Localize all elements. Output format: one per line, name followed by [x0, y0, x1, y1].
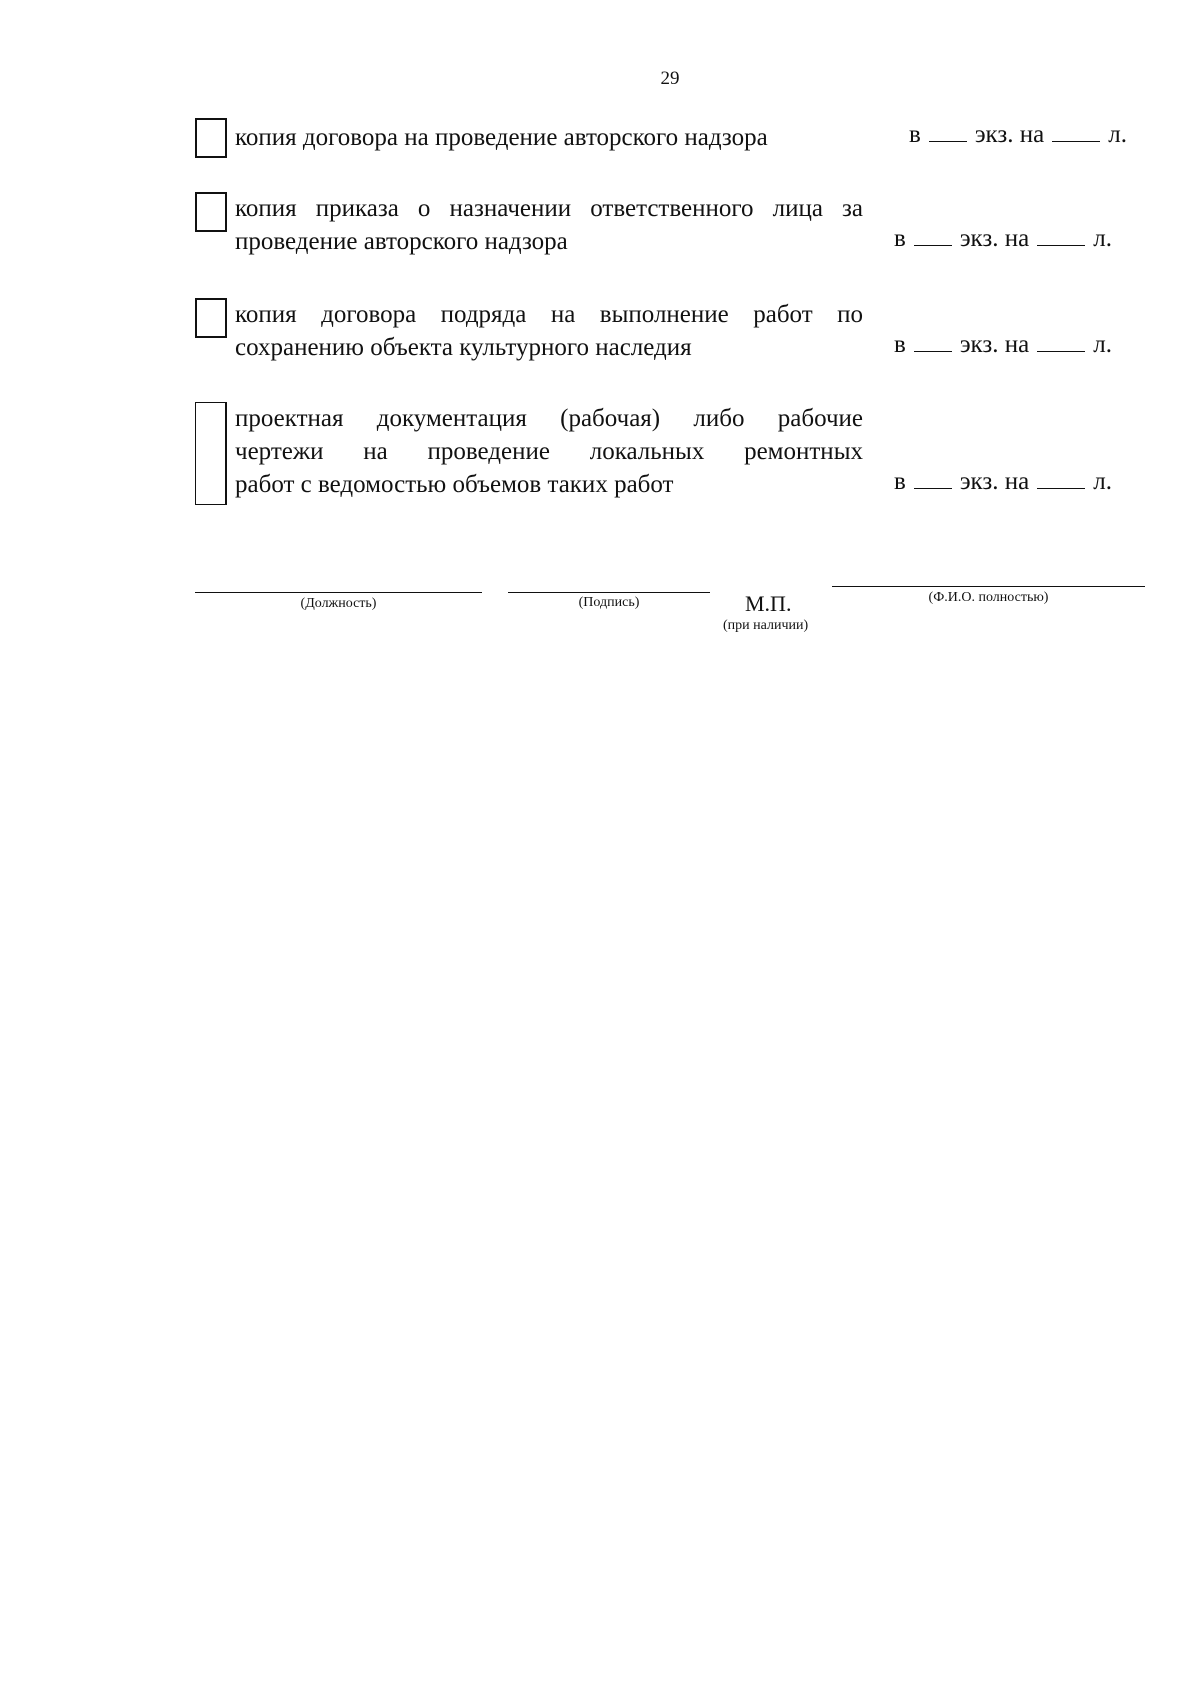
copies-middle: экз. на	[959, 225, 1030, 252]
item-copies	[894, 468, 1112, 496]
item-text-line: копия приказа о назначении ответственного лица за	[235, 195, 863, 222]
copies-suffix: л.	[1093, 225, 1112, 252]
item-text-line: копия договора подряда на выполнение работ по	[235, 301, 863, 328]
item-text-line: проведение авторского надзора	[235, 228, 568, 255]
copies-middle: экз. на	[974, 121, 1045, 148]
full-name-caption: (Ф.И.О. полностью)	[928, 590, 1049, 605]
item-checkbox[interactable]	[195, 118, 227, 158]
item-description	[235, 121, 863, 154]
position-line[interactable]	[195, 592, 482, 593]
copies-count-blank[interactable]	[914, 350, 952, 352]
item-text-line: работ с ведомостью объемов таких работ	[235, 471, 674, 498]
stamp-label: М.П.	[745, 591, 792, 616]
position-caption: (Должность)	[300, 596, 377, 611]
signature-caption: (Подпись)	[578, 595, 640, 610]
item-text-line: сохранению объекта культурного наследия	[235, 334, 692, 361]
copies-suffix: л.	[1093, 468, 1112, 495]
item-text-line: копия договора на проведение авторского надзора	[235, 124, 768, 151]
copies-prefix: в	[894, 225, 906, 252]
item-copies	[909, 121, 1127, 149]
copies-prefix: в	[894, 331, 906, 358]
copies-count-blank[interactable]	[929, 140, 967, 142]
item-checkbox[interactable]	[195, 298, 227, 338]
stamp-note: (при наличии)	[723, 618, 809, 633]
item-checkbox[interactable]	[195, 402, 227, 505]
copies-suffix: л.	[1108, 121, 1127, 148]
copies-prefix: в	[909, 121, 921, 148]
copies-middle: экз. на	[959, 468, 1030, 495]
item-text-line: чертежи на проведение локальных ремонтных	[235, 438, 863, 465]
copies-middle: экз. на	[959, 331, 1030, 358]
copies-prefix: в	[894, 468, 906, 495]
sheets-count-blank[interactable]	[1037, 487, 1085, 489]
sheets-count-blank[interactable]	[1037, 350, 1085, 352]
item-description	[235, 298, 863, 364]
item-description	[235, 402, 863, 501]
sheets-count-blank[interactable]	[1052, 140, 1100, 142]
copies-count-blank[interactable]	[914, 487, 952, 489]
copies-suffix: л.	[1093, 331, 1112, 358]
full-name-line[interactable]	[832, 586, 1145, 587]
item-checkbox[interactable]	[195, 192, 227, 232]
signature-line[interactable]	[508, 592, 710, 593]
sheets-count-blank[interactable]	[1037, 244, 1085, 246]
item-copies	[894, 225, 1112, 253]
item-copies	[894, 331, 1112, 359]
item-description	[235, 192, 863, 258]
item-text-line: проектная документация (рабочая) либо рабочие	[235, 405, 863, 432]
page-number: 29	[660, 68, 680, 89]
copies-count-blank[interactable]	[914, 244, 952, 246]
